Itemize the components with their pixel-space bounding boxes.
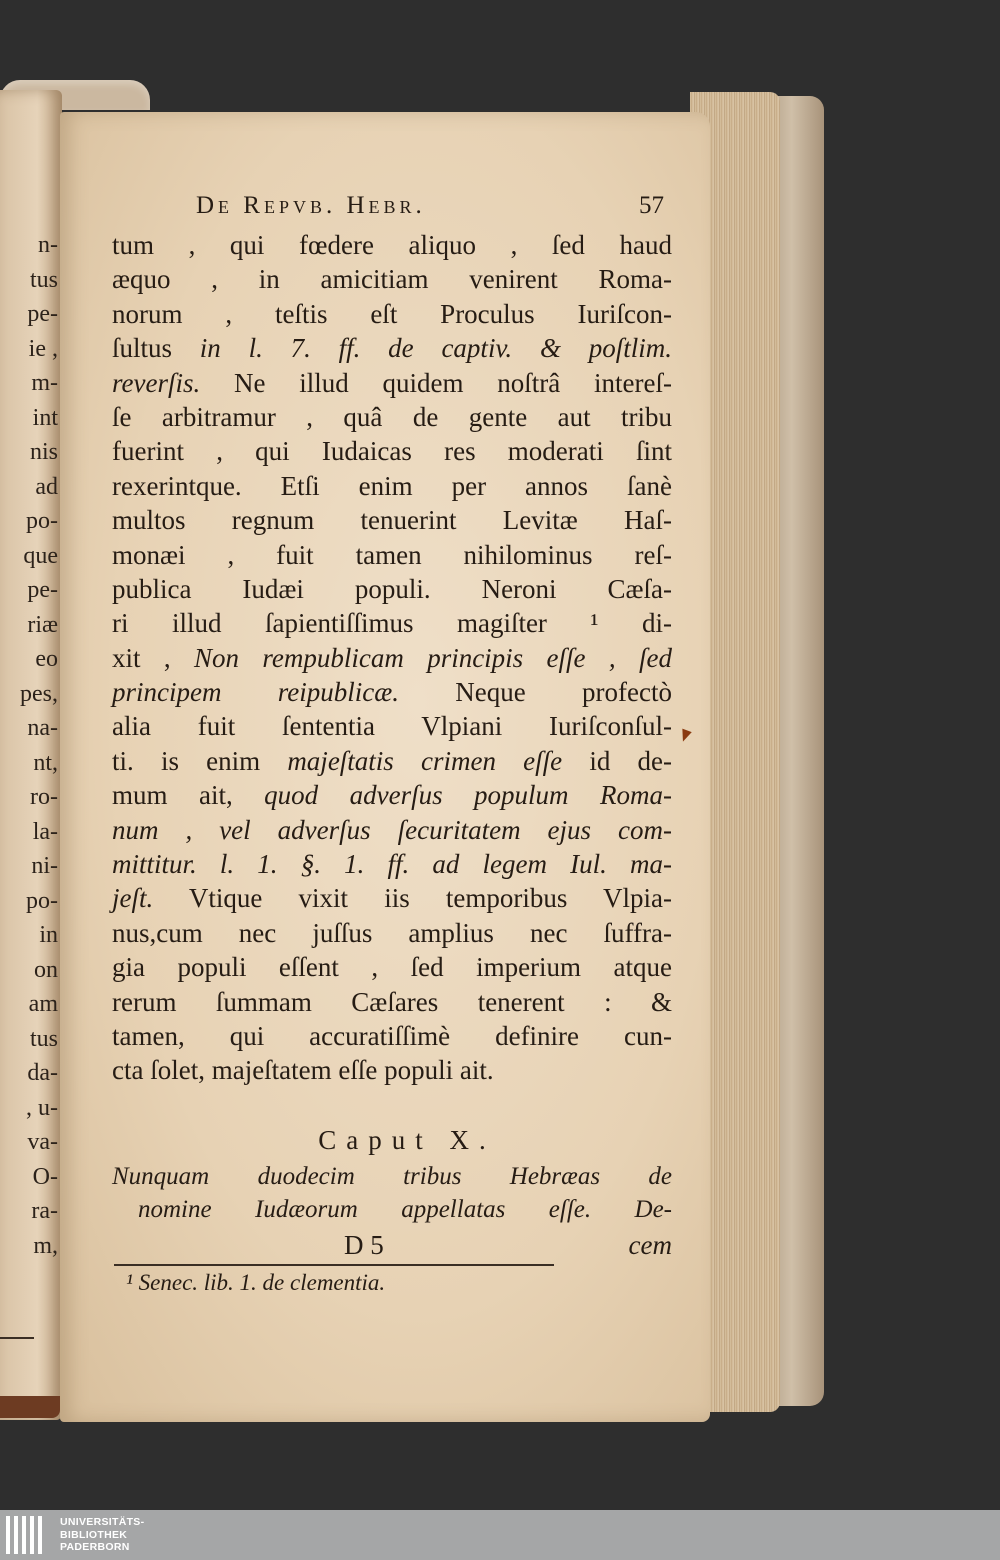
text-line: reverſis. Ne illud quidem noſtrâ intereſ- bbox=[112, 367, 672, 398]
left-page-fragment: in bbox=[39, 922, 58, 948]
left-page-fragment: m, bbox=[33, 1232, 58, 1259]
book-page bbox=[60, 112, 710, 1422]
text-line: gia populi eſſent , ſed imperium atque bbox=[112, 952, 672, 983]
institution-line: PADERBORN bbox=[60, 1541, 130, 1553]
text-line: tum , qui fœdere aliquo , ſed haud bbox=[112, 230, 672, 260]
text-line: norum , teſtis eſt Proculus Iuriſcon- bbox=[112, 298, 672, 329]
text-line: mittitur. l. 1. §. 1. ff. ad legem Iul. ma- bbox=[112, 849, 672, 880]
left-page-fragment: m- bbox=[31, 370, 58, 396]
left-page-fragment: po- bbox=[26, 508, 58, 534]
left-page-fragment: ad bbox=[35, 473, 58, 500]
page-text bbox=[112, 192, 672, 1296]
page-number: 57 bbox=[639, 192, 664, 219]
text-line: æquo , in amicitiam venirent Roma- bbox=[112, 264, 672, 295]
signature-mark: D 5 bbox=[344, 1229, 384, 1260]
left-page-fragment: , u- bbox=[26, 1094, 58, 1121]
left-page-fragment: va- bbox=[27, 1129, 58, 1155]
text-line: rerum ſummam Cæſares tenerent : & bbox=[112, 986, 672, 1017]
left-page-fragment: da- bbox=[27, 1060, 58, 1086]
institution-line: BIBLIOTHEK bbox=[60, 1528, 128, 1541]
left-page-fragment: nt, bbox=[33, 749, 58, 776]
footnote: ¹ Senec. lib. 1. de clementia. bbox=[126, 1269, 386, 1295]
library-logo-icon bbox=[6, 1516, 46, 1554]
binding-edge bbox=[0, 1396, 60, 1418]
text-line: principem reipublicæ. Neque profectò bbox=[112, 677, 672, 708]
text-line: monæi , fuit tamen nihilominus reſ- bbox=[112, 539, 672, 570]
left-page-fragment: ie , bbox=[28, 335, 58, 362]
left-page-rule bbox=[0, 1337, 34, 1339]
left-page-fragment: n- bbox=[38, 232, 58, 258]
left-page-fragment: nis bbox=[29, 439, 58, 465]
text-line: mum ait, quod adverſus populum Roma- bbox=[112, 780, 672, 811]
left-page-fragment: tus bbox=[29, 1025, 58, 1052]
text-line: multos regnum tenuerint Levitæ Haſ- bbox=[112, 505, 672, 536]
institution-name bbox=[60, 1516, 144, 1554]
left-page-fragment: int bbox=[32, 404, 58, 431]
text-line: ſe arbitramur , quâ de gente aut tribu bbox=[112, 401, 672, 432]
left-page-fragment: on bbox=[34, 956, 58, 983]
institution-line: UNIVERSITÄTS- bbox=[60, 1516, 145, 1528]
running-head-title: De Repvb. Hebr. bbox=[196, 192, 426, 219]
left-page-fragment: pes, bbox=[20, 680, 58, 707]
left-page-fragment: ni- bbox=[31, 853, 58, 879]
left-page-fragment: riæ bbox=[27, 611, 58, 638]
text-line: num , vel adverſus ſecuritatem ejus com- bbox=[112, 814, 672, 845]
footnote-rule bbox=[114, 1264, 554, 1266]
left-page-fragment: que bbox=[23, 542, 58, 569]
left-page-fragment: na- bbox=[27, 715, 58, 741]
left-page-fragment: ra- bbox=[31, 1198, 58, 1224]
text-line: xit , Non rempublicam principis eſſe , ſed bbox=[112, 642, 672, 673]
text-line: tamen, qui accuratiſſimè definire cun- bbox=[112, 1020, 672, 1051]
left-page-fragment: pe- bbox=[27, 577, 58, 603]
running-head bbox=[112, 192, 672, 228]
left-page-fragment: O- bbox=[32, 1163, 58, 1190]
text-line: publica Iudæi populi. Neroni Cæſa- bbox=[112, 573, 672, 604]
left-page-fragment: am bbox=[28, 991, 58, 1017]
chapter-summary bbox=[112, 1160, 672, 1226]
text-line: rexerintque. Etſi enim per annos ſanè bbox=[112, 470, 672, 501]
text-line: ti. is enim majeſtatis crimen eſſe id de- bbox=[112, 745, 672, 776]
left-page-fragment: ro- bbox=[30, 784, 58, 810]
left-page-fragment: pe- bbox=[27, 301, 58, 327]
footer-bar bbox=[0, 1510, 1000, 1560]
text-line: ri illud ſapientiſſimus magiſter ¹ di- bbox=[112, 608, 672, 639]
signature-line bbox=[112, 1228, 672, 1262]
text-line: alia fuit ſententia Vlpiani Iuriſconſul- bbox=[112, 711, 672, 742]
body-text bbox=[112, 228, 672, 1088]
summary-line: Nunquam duodecim tribus Hebræas de bbox=[112, 1162, 672, 1190]
text-line: cta ſolet, majeſtatem eſſe populi ait. bbox=[112, 1055, 494, 1086]
text-line: nus,cum nec juſſus amplius nec ſuffra- bbox=[112, 917, 672, 948]
previous-page-edge bbox=[0, 90, 62, 1420]
summary-line: nomine Iudæorum appellatas eſſe. De- bbox=[138, 1195, 672, 1223]
left-page-fragment: eo bbox=[35, 646, 58, 672]
left-page-fragment: po- bbox=[26, 887, 58, 914]
chapter-heading: Caput X. bbox=[318, 1124, 496, 1155]
left-page-fragment: tus bbox=[29, 266, 58, 293]
text-line: jeſt. Vtique vixit iis temporibus Vlpia- bbox=[112, 883, 672, 914]
left-page-fragment: la- bbox=[32, 818, 58, 845]
text-line: ſultus in l. 7. ff. de captiv. & poſtlim. bbox=[112, 333, 672, 364]
catchword: cem bbox=[628, 1229, 672, 1260]
text-line: fuerint , qui Iudaicas res moderati ſint bbox=[112, 436, 672, 467]
